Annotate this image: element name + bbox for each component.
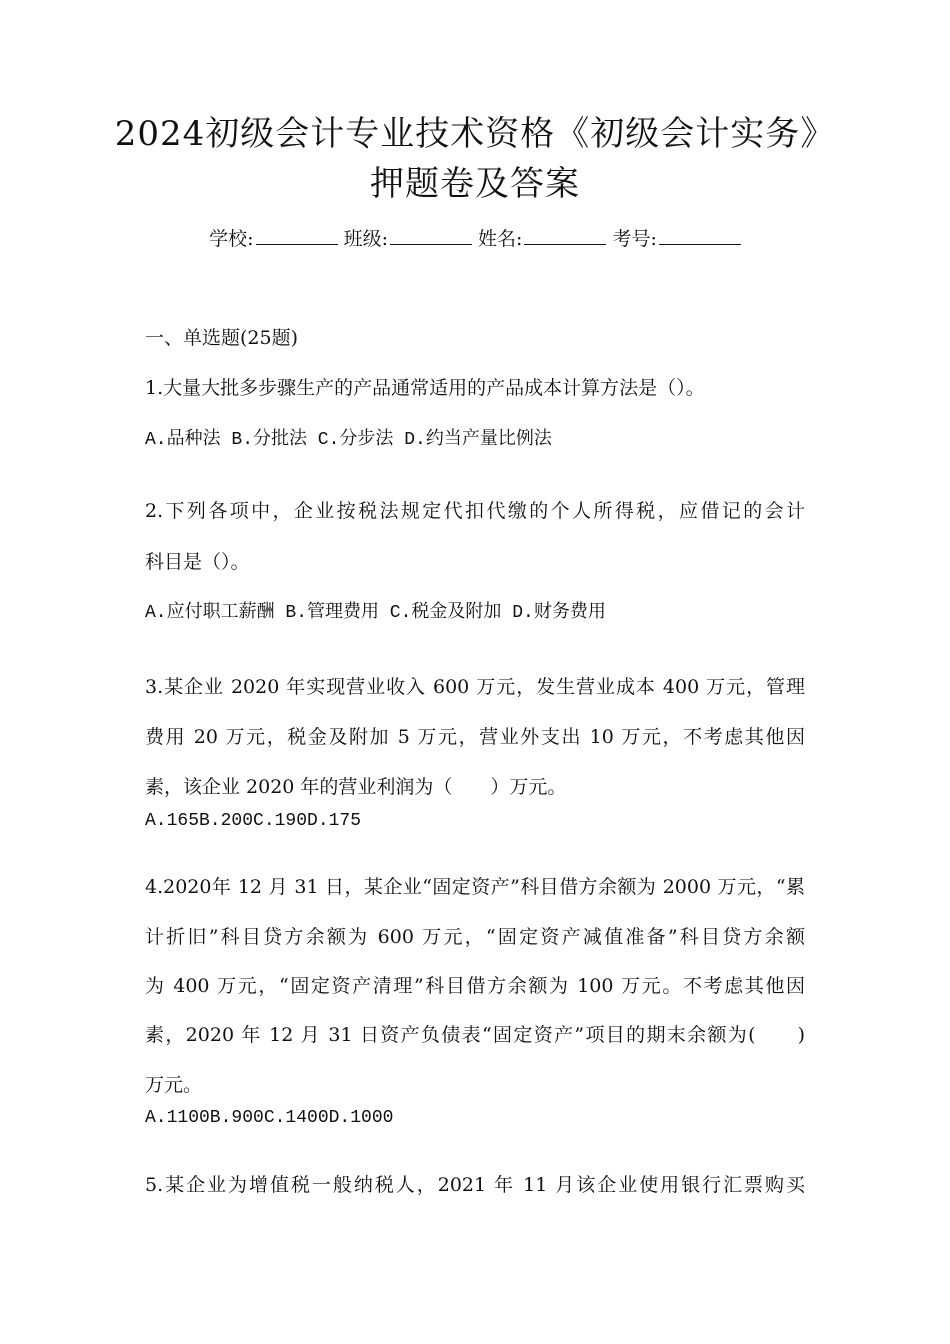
exam-no-label: 考号: xyxy=(612,228,657,250)
exam-no-blank xyxy=(659,226,741,245)
q4-options: A.1100B.900C.1400D.1000 xyxy=(145,1108,394,1128)
class-blank xyxy=(390,226,472,245)
doc-title-line1: 2024初级会计专业技术资格《初级会计实务》 xyxy=(114,114,836,154)
student-info-row xyxy=(0,224,950,251)
q4-text-line4: 素，2020 年 12 月 31 日资产负债表“固定资产”项目的期末余额为( ) xyxy=(145,1024,805,1046)
q4-text-line3: 为 400 万元，“固定资产清理”科目借方余额为 100 万元。不考虑其他因 xyxy=(145,975,805,997)
q1-options: A.品种法 B.分批法 C.分步法 D.约当产量比例法 xyxy=(145,430,552,450)
school-blank xyxy=(256,226,338,245)
school-label: 学校: xyxy=(209,228,254,250)
q3-text-line3: 素，该企业 2020 年的营业利润为（ ）万元。 xyxy=(145,776,567,798)
q4-text-line5: 万元。 xyxy=(145,1074,203,1096)
q1-text: 1.大量大批多步骤生产的产品通常适用的产品成本计算方法是（）。 xyxy=(145,377,705,399)
q3-text-line2: 费用 20 万元，税金及附加 5 万元，营业外支出 10 万元，不考虑其他因 xyxy=(145,726,805,748)
section-heading: 一、单选题(25题) xyxy=(145,327,299,349)
q4-text-line2: 计折旧”科目贷方余额为 600 万元，“固定资产减值准备”科目贷方余额 xyxy=(145,926,805,948)
doc-title-line2: 押题卷及答案 xyxy=(370,164,580,204)
name-blank xyxy=(524,226,606,245)
q2-text-line1: 2.下列各项中，企业按税法规定代扣代缴的个人所得税，应借记的会计 xyxy=(145,500,805,522)
class-label: 班级: xyxy=(343,228,388,250)
q5-text-line1: 5.某企业为增值税一般纳税人，2021 年 11 月该企业使用银行汇票购买 xyxy=(145,1174,805,1196)
q2-options: A.应付职工薪酬 B.管理费用 C.税金及附加 D.财务费用 xyxy=(145,603,606,623)
q2-text-line2: 科目是（）。 xyxy=(145,551,250,573)
q4-text-line1: 4.2020年 12 月 31 日，某企业“固定资产”科目借方余额为 2000 万元，“累 xyxy=(145,876,805,898)
name-label: 姓名: xyxy=(478,228,523,250)
q3-options: A.165B.200C.190D.175 xyxy=(145,811,362,831)
q3-text-line1: 3.某企业 2020 年实现营业收入 600 万元，发生营业成本 400 万元，管理 xyxy=(145,676,805,698)
